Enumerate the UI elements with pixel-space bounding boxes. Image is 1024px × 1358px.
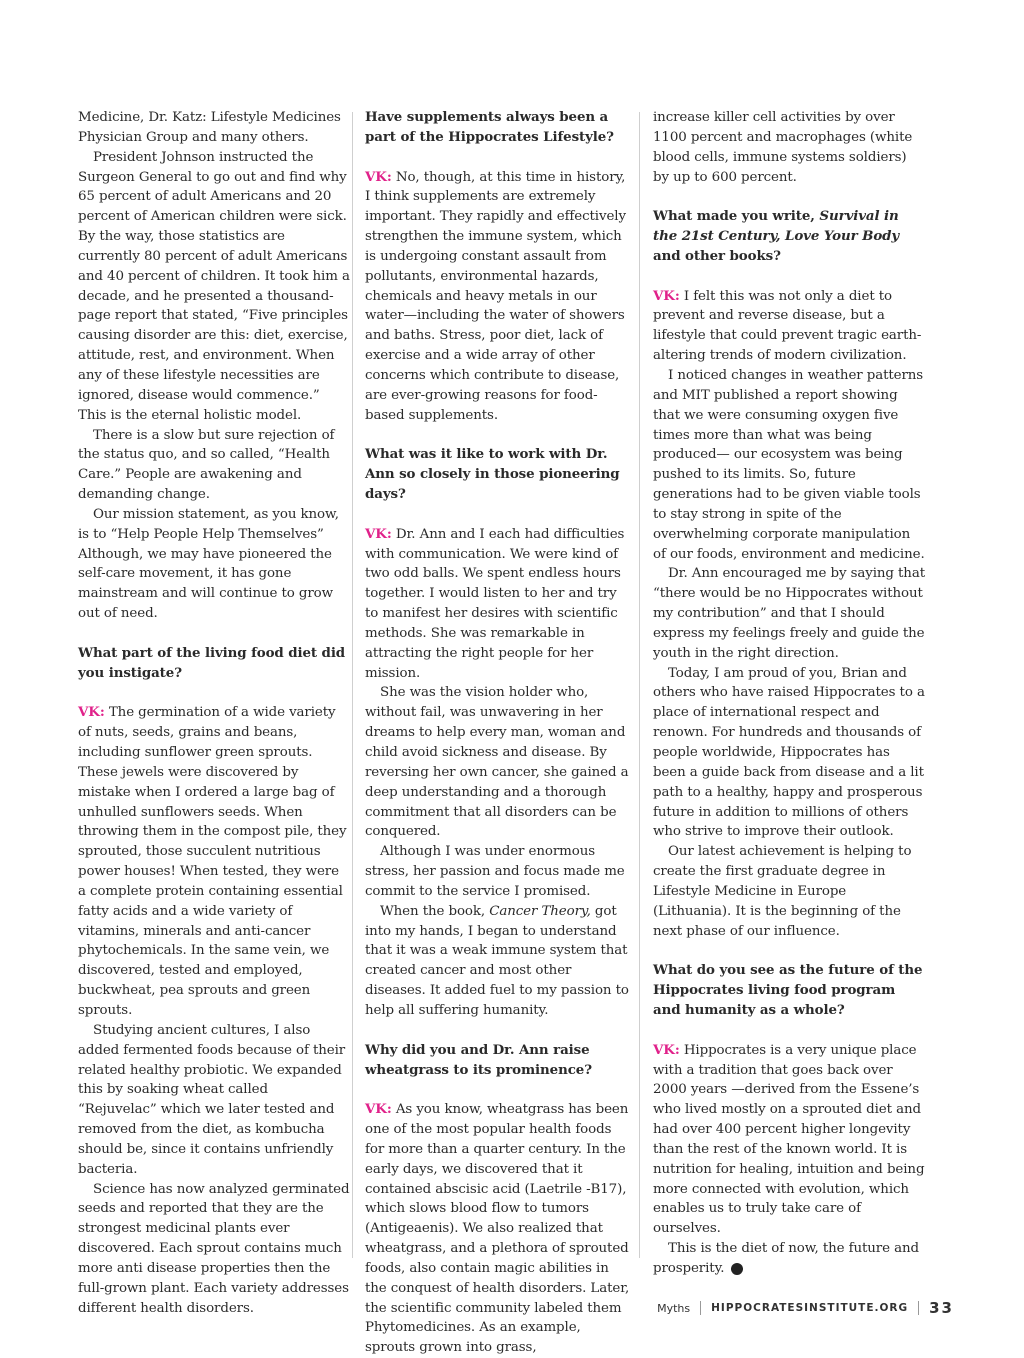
interview-question: Why did you and Dr. Ann raise wheatgrass to its prominence? [365,1041,592,1078]
footer-divider [700,1301,701,1315]
answer-paragraph [78,703,350,1021]
answer-text: No, though, at this time in history, I think supplements are extremely important. They rapidly and effectively strengthen the immune system, which is undergoing constant assault from pollutants, environmental hazards, chemicals and heavy metals in our water—including the water of showers and baths. Stress, poor diet, lack of exercise and a wide array of other concerns which contribute to disease, are ever-growing reasons for food-based supplements. [365,169,626,423]
text-run: and other books? [653,247,781,264]
article-column-3 [653,108,925,1279]
paragraph: Our mission statement, as you know, is to “Help People Help Themselves” Although, we may have pioneered the self-care movement, it has gone mainstream and will continue to grow out of need. [78,506,339,622]
answer-text: Dr. Ann and I each had difficulties with communication. We were kind of two odd balls. We spent endless hours together. I would listen to her and try to manifest her desires with scientific methods. She was remarkable in attracting the right people for her mission. [365,526,625,681]
end-of-article-icon: H [731,1263,743,1275]
answer-text: As you know, wheatgrass has been one of the most popular health foods for more than a quarter century. In the early days, we discovered that it contained abscisic acid (Laetrile -B17), which slows blood flow to tumors (Antigeaenis). We also realized that wheatgrass, and a plethora of sprouted foods, also contain magic abilities in the conquest of health disorders. Later, the scientific community labeled them Phytomedicines. As an example, sprouts grown into grass, [365,1102,630,1356]
speaker-label: VK: [653,1041,680,1058]
answer-text: Hippocrates is a very unique place with a tradition that goes back over 2000 years —derived from the Essene’s who lived mostly on a sprouted diet and had over 400 percent higher longevity than the rest of the known world. It is nutrition for healing, intuition and being more connected with evolution, which enables us to truly take care of ourselves. [653,1042,925,1237]
answer-text: I felt this was not only a diet to prevent and reverse disease, but a lifestyle that could prevent tragic earth-altering trends of modern civilization. [653,288,922,364]
answer-paragraph [653,287,925,366]
paragraph: Medicine, Dr. Katz: Lifestyle Medicines Physician Group and many others. [78,110,341,145]
paragraph: There is a slow but sure rejection of the status quo, and so called, “Health Care.” People are awakening and demanding change. [78,427,335,503]
answer-paragraph [365,525,631,684]
book-titles: Survival in the 21st Century, Love Your Body [653,208,900,245]
footer-divider [918,1301,919,1315]
paragraph: Our latest achievement is helping to create the first graduate degree in Lifestyle Medicine in Europe (Lithuania). It is the beginning of the next phase of our influence. [653,844,912,939]
interview-question: What part of the living food diet did you instigate? [78,644,346,681]
page-number: 33 [929,1299,954,1317]
paragraph: Today, I am proud of you, Brian and others who have raised Hippocrates to a place of international respect and renown. For hundreds and thousands of people worldwide, Hippocrates has been a guide back from disease and a lit path to a healthy, happy and prosperous future in addition to millions of others who strive to improve their outlook. [653,665,925,840]
speaker-label: VK: [365,1101,392,1118]
page-footer [657,1298,954,1318]
interview-question: Have supplements always been a part of the Hippocrates Lifestyle? [365,109,614,145]
answer-text: The germination of a wide variety of nuts, seeds, grains and beans, including sunflower green sprouts. These jewels were discovered by mistake when I ordered a large bag of unhulled sunflowers seeds. When throwing them in the compost pile, they sprouted, those succulent nutritious power houses! When tested, they were a complete protein containing essential fatty acids and a wide variety of vitamins, minerals and anti-cancer phytochemicals. In the same vein, we discovered, tested and employed, buckwheat, pea sprouts and green sprouts. [78,705,347,1018]
article-column-2 [365,108,631,1358]
column-divider [352,112,353,1258]
section-label: Myths [657,1301,691,1315]
closing-text: This is the diet of now, the future and prosperity. [653,1241,919,1276]
answer-paragraph [365,1100,631,1358]
paragraph: I noticed changes in weather patterns and MIT published a report showing that we were consuming oxygen five times more than what was being produced— our ecosystem was being pushed to its limits. So, future generations had to be given viable tools to stay strong in spite of the overwhelming corporate manipulation of our foods, environment and medicine. [653,367,925,562]
text-run: got into my hands, I began to understand that it was a weak immune system that created cancer and most other diseases. It added fuel to my passion to help all suffering humanity. [365,903,629,1018]
paragraph: Dr. Ann encouraged me by saying that “there would be no Hippocrates without my contribution” and that I should express my feelings freely and guide the youth in the right direction. [653,566,925,661]
interview-question: What do you see as the future of the Hippocrates living food program and humanity as a whole? [653,962,923,1018]
interview-question: What was it like to work with Dr. Ann so closely in those pioneering days? [365,446,620,503]
speaker-label: VK: [365,168,392,185]
book-title: Cancer Theory, [489,903,591,919]
paragraph: Science has now analyzed germinated seeds and reported that they are the strongest medicinal plants ever discovered. Each sprout contains much more anti disease properties then the full-grown plant. Each variety addresses different health disorders. [78,1181,350,1316]
answer-paragraph [653,1041,925,1239]
column-divider [639,112,640,1258]
article-column-1 [78,108,350,1318]
paragraph [365,902,631,1021]
speaker-label: VK: [78,704,105,721]
paragraph: Although I was under enormous stress, her passion and focus made me commit to the service I promised. [365,844,625,899]
paragraph [653,1239,925,1279]
website-url: HIPPOCRATESINSTITUTE.ORG [711,1302,909,1314]
text-run: What made you write, [653,208,815,225]
paragraph: Studying ancient cultures, I also added fermented foods because of their related healthy probiotic. We expanded this by soaking wheat called “Rejuvelac” which we later tested and removed from the diet, as kombucha should be, since it contains unfriendly bacteria. [78,1022,346,1177]
answer-paragraph [365,168,631,426]
paragraph: She was the vision holder who, without fail, was unwavering in her dreams to help every man, woman and child avoid sickness and disease. By reversing her own cancer, she gained a deep understanding and a thorough commitment that all disorders can be conquered. [365,685,629,840]
speaker-label: VK: [365,525,392,542]
interview-question [653,207,925,267]
paragraph: President Johnson instructed the Surgeon General to go out and find why 65 percent of adult Americans and 20 percent of American children were sick. By the way, those statistics are currently 80 percent of adult Americans and 40 percent of children. It took him a decade, and he presented a thousand-page report that stated, “Five principles causing disorder are this: diet, exercise, attitude, rest, and environment. When any of these lifestyle necessities are ignored, disease would commence.” This is the eternal holistic model. [78,149,350,423]
paragraph: increase killer cell activities by over 1100 percent and macrophages (white blood cells, immune systems soldiers) by up to 600 percent. [653,110,913,185]
speaker-label: VK: [653,287,680,304]
text-run: When the book, [380,903,486,919]
